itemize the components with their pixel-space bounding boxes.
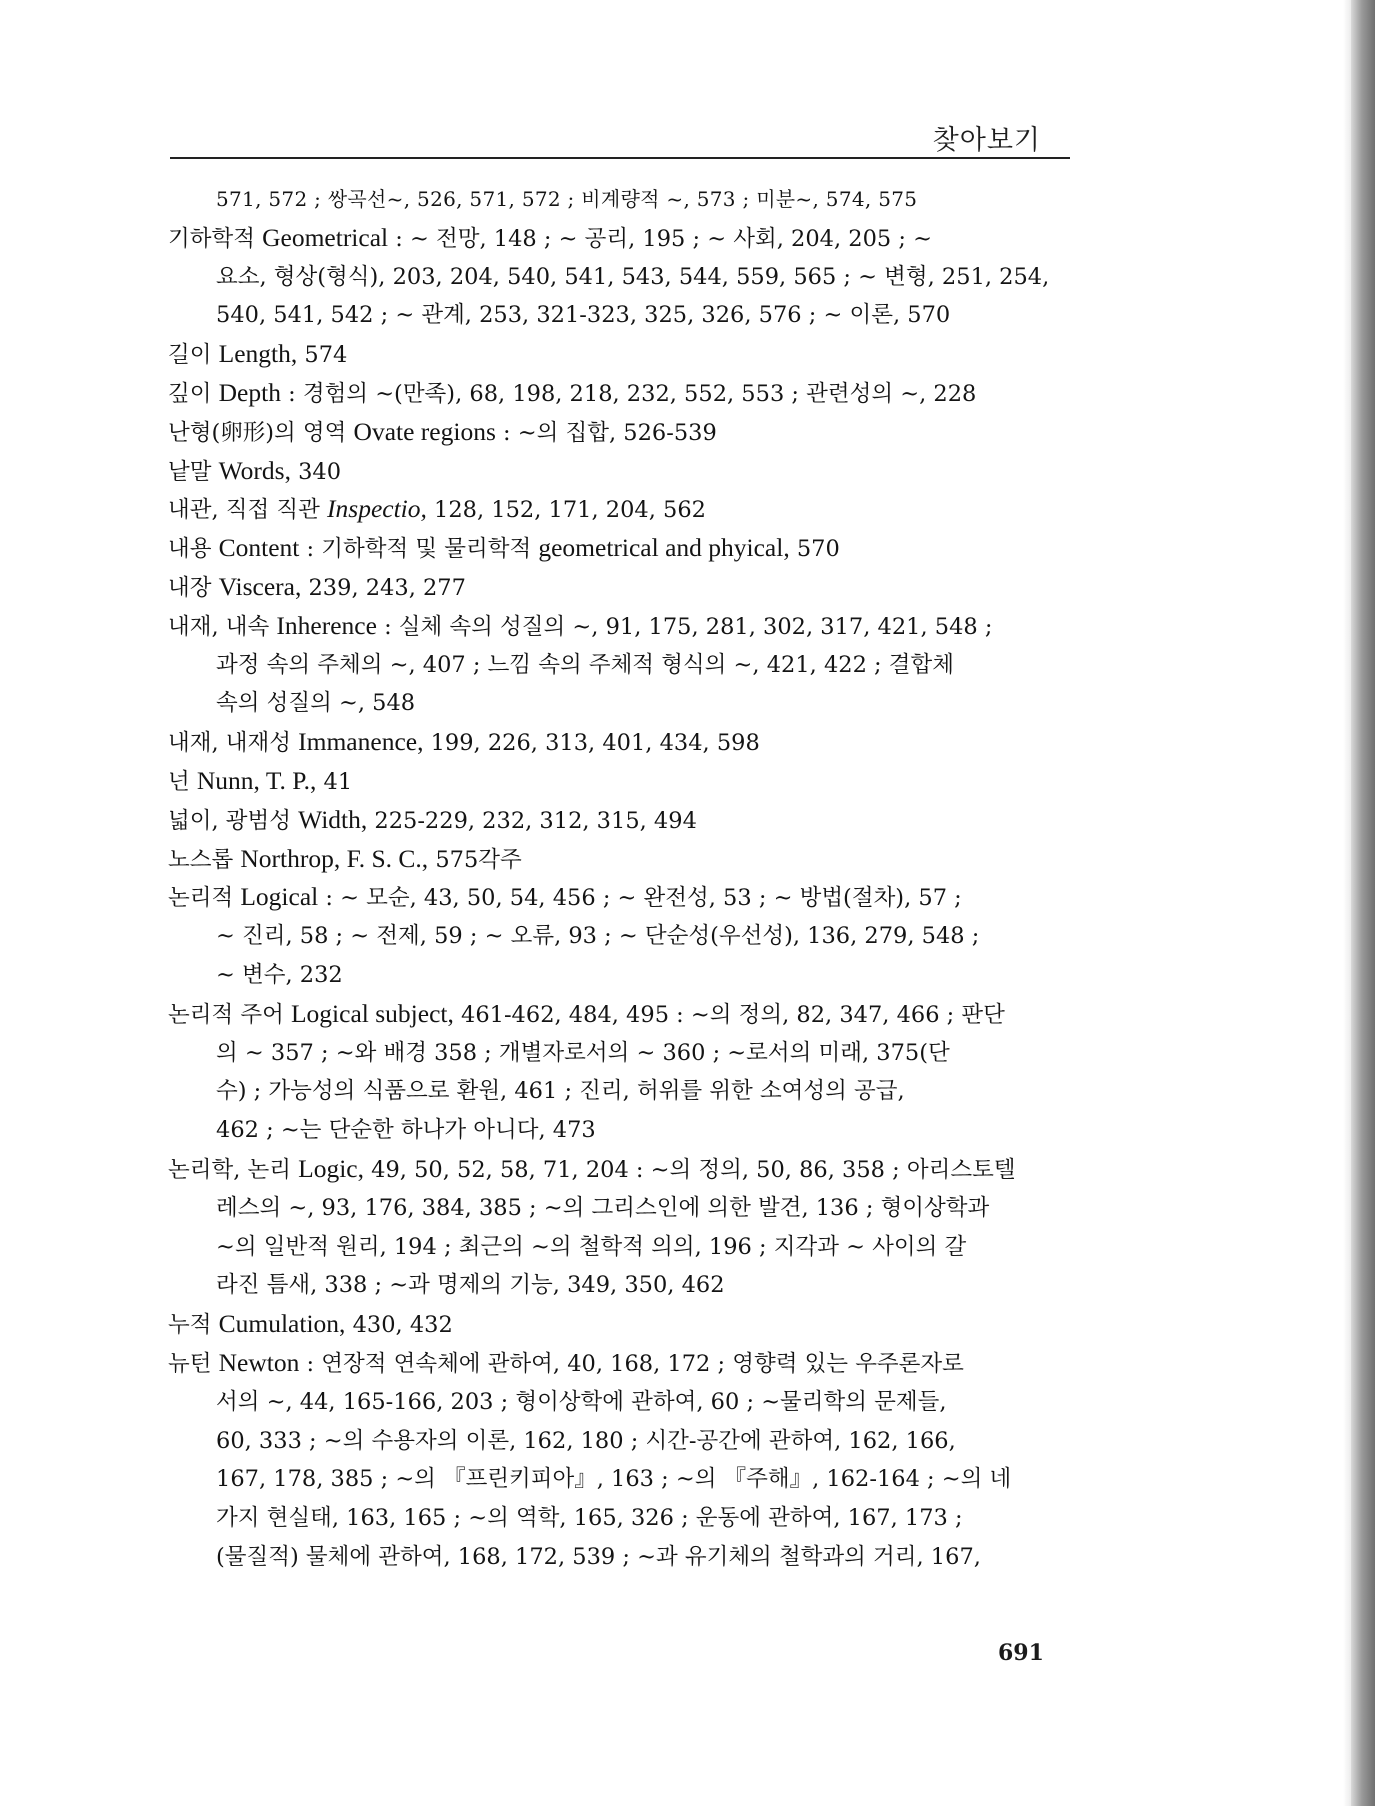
index-continuation-line	[168, 180, 1070, 219]
entry-text: 노스롭	[168, 846, 241, 873]
latin-term: Length,	[218, 339, 298, 369]
latin-term: geometrical and phyical,	[538, 533, 790, 563]
header-rule	[170, 157, 1070, 159]
index-continuation-line	[168, 296, 1070, 335]
latin-term: Depth	[218, 377, 281, 407]
entry-text: 기하학적	[168, 225, 263, 252]
entry-text: 논리학, 논리	[168, 1156, 299, 1183]
index-continuation-line	[168, 917, 1070, 956]
index-entry-line	[168, 840, 1070, 879]
index-entry-line	[168, 452, 1070, 491]
index-entry-line	[168, 490, 1070, 529]
entry-text: 49, 50, 52, 58, 71, 204 : ~의 정의, 50, 86, 358 ; 아리스토텔	[364, 1156, 1016, 1183]
entry-text: 의 ~ 357 ; ~와 배경 358 ; 개별자로서의 ~ 360 ; ~로서의 미래, 375(단	[216, 1039, 950, 1066]
latin-term: Inherence	[276, 610, 377, 640]
entry-text: 41	[316, 768, 353, 795]
entry-text: 난형(卵形)의 영역	[168, 419, 354, 446]
page-number: 691	[998, 1640, 1044, 1666]
index-entry-line	[168, 762, 1070, 801]
index-entry-line	[168, 801, 1070, 840]
entry-text: 570	[789, 536, 840, 563]
entry-text: 넌	[168, 768, 197, 795]
entry-text: 574	[297, 342, 348, 369]
page-binding-edge	[1351, 0, 1375, 1806]
entry-text: ~ 진리, 58 ; ~ 전제, 59 ; ~ 오류, 93 ; ~ 단순성(우선성), 136, 279, 548 ;	[216, 923, 980, 950]
index-entry-line	[168, 374, 1070, 413]
index-continuation-line	[168, 1072, 1070, 1111]
index-entry-line	[168, 219, 1070, 258]
entry-text: 뉴턴	[168, 1350, 219, 1377]
entry-text: : 실체 속의 성질의 ~, 91, 175, 281, 302, 317, 421, 548 ;	[376, 613, 993, 640]
entry-text: 속의 성질의 ~, 548	[216, 690, 416, 717]
entry-text: 논리적 주어	[168, 1001, 291, 1028]
entry-text: 라진 틈새, 338 ; ~과 명제의 기능, 349, 350, 462	[216, 1272, 725, 1299]
latin-term: Geometrical	[262, 222, 389, 252]
index-continuation-line	[168, 1266, 1070, 1305]
index-continuation-line	[168, 1499, 1070, 1538]
index-entry-line	[168, 878, 1070, 917]
index-continuation-line	[168, 646, 1070, 685]
latin-term: Logical subject,	[290, 998, 454, 1028]
entry-text: 128, 152, 171, 204, 562	[426, 497, 706, 524]
latin-term: Ovate regions	[353, 416, 496, 446]
entry-text: 60, 333 ; ~의 수용자의 이론, 162, 180 ; 시간-공간에 관하여, 162, 166,	[216, 1427, 956, 1454]
entry-text: 199, 226, 313, 401, 434, 598	[423, 730, 760, 757]
entry-text: 내용	[168, 536, 219, 563]
index-entry-line	[168, 607, 1070, 646]
entry-text: 깊이	[168, 380, 219, 407]
entry-text: 요소, 형상(형식), 203, 204, 540, 541, 543, 544, 559, 565 ; ~ 변형, 251, 254,	[216, 263, 1050, 290]
entry-text: 225-229, 232, 312, 315, 494	[367, 807, 697, 834]
index-entries	[168, 180, 1070, 1577]
entry-text: 내재, 내속	[168, 613, 277, 640]
entry-text: 540, 541, 542 ; ~ 관계, 253, 321-323, 325, 326, 576 ; ~ 이론, 570	[216, 302, 951, 329]
index-entry-line	[168, 568, 1070, 607]
index-continuation-line	[168, 1228, 1070, 1267]
entry-text: : ~ 전망, 148 ; ~ 공리, 195 ; ~ 사회, 204, 205 ; ~	[388, 225, 932, 252]
entry-text: 내장	[168, 574, 219, 601]
latin-term: Northrop, F. S. C.,	[240, 843, 429, 873]
entry-text: : ~의 집합, 526-539	[495, 419, 717, 446]
latin-term: Cumulation,	[218, 1309, 346, 1339]
index-continuation-line	[168, 956, 1070, 995]
latin-term: Nunn, T. P.,	[196, 765, 317, 795]
entry-text: : 연장적 연속체에 관하여, 40, 168, 172 ; 영향력 있는 우주론자로	[299, 1350, 964, 1377]
index-entry-line	[168, 1305, 1070, 1344]
entry-text: 넓이, 광범성	[168, 807, 299, 834]
entry-text: 430, 432	[345, 1312, 453, 1339]
index-continuation-line	[168, 684, 1070, 723]
entry-text: 누적	[168, 1312, 219, 1339]
index-continuation-line	[168, 1383, 1070, 1422]
latin-term: Viscera,	[218, 571, 302, 601]
index-continuation-line	[168, 258, 1070, 297]
entry-text: ~ 변수, 232	[216, 961, 343, 988]
entry-text: 길이	[168, 342, 219, 369]
entry-text: 레스의 ~, 93, 176, 384, 385 ; ~의 그리스인에 의한 발견, 136 ; 형이상학과	[216, 1194, 990, 1221]
entry-text: 239, 243, 277	[301, 574, 466, 601]
latin-term: Width,	[298, 804, 368, 834]
entry-text: 서의 ~, 44, 165-166, 203 ; 형이상학에 관하여, 60 ; ~물리학의 문제들,	[216, 1388, 947, 1415]
entry-text: 461-462, 484, 495 : ~의 정의, 82, 347, 466 ; 판단	[453, 1001, 1005, 1028]
latin-term: Immanence,	[298, 727, 424, 757]
entry-text: 167, 178, 385 ; ~의 『프린키피아』, 163 ; ~의 『주해』, 162-164 ; ~의 네	[216, 1466, 1012, 1493]
entry-text: ~의 일반적 원리, 194 ; 최근의 ~의 철학적 의의, 196 ; 지각과 ~ 사이의 갈	[216, 1233, 967, 1260]
index-entry-line	[168, 723, 1070, 762]
index-entry-line	[168, 1344, 1070, 1383]
entry-text: 내재, 내재성	[168, 730, 299, 757]
index-entry-line	[168, 1150, 1070, 1189]
entry-text: 수) ; 가능성의 식품으로 환원, 461 ; 진리, 허위를 위한 소여성의 공급,	[216, 1078, 905, 1105]
latin-term: Inspectio,	[327, 494, 427, 524]
index-entry-line	[168, 413, 1070, 452]
entry-text: 가지 현실태, 163, 165 ; ~의 역학, 165, 326 ; 운동에 관하여, 167, 173 ;	[216, 1505, 963, 1532]
latin-term: Logic,	[298, 1153, 364, 1183]
entry-text: 내관, 직접 직관	[168, 497, 328, 524]
entry-text: 과정 속의 주체의 ~, 407 ; 느낌 속의 주체적 형식의 ~, 421, 422 ; 결합체	[216, 651, 954, 678]
index-continuation-line	[168, 1034, 1070, 1073]
entry-text: 462 ; ~는 단순한 하나가 아니다, 473	[216, 1117, 596, 1144]
index-continuation-line	[168, 1538, 1070, 1577]
running-header-title: 찾아보기	[932, 125, 1041, 156]
entry-text: (물질적) 물체에 관하여, 168, 172, 539 ; ~과 유기체의 철학과의 거리, 167,	[216, 1543, 981, 1570]
entry-text: 575각주	[428, 846, 522, 873]
index-entry-line	[168, 529, 1070, 568]
index-continuation-line	[168, 1460, 1070, 1499]
entry-text: 340	[290, 458, 342, 485]
index-entry-line	[168, 335, 1070, 374]
entry-text: 논리적	[168, 885, 241, 912]
index-continuation-line	[168, 1111, 1070, 1150]
entry-text: 낱말	[168, 458, 219, 485]
latin-term: Logical	[240, 882, 319, 912]
latin-term: Words,	[218, 455, 291, 485]
index-continuation-line	[168, 1422, 1070, 1461]
index-entry-line	[168, 995, 1070, 1034]
index-continuation-line	[168, 1189, 1070, 1228]
latin-term: Newton	[218, 1347, 300, 1377]
entry-text: 571, 572 ; 쌍곡선~, 526, 571, 572 ; 비계량적 ~, 573 ; 미분~, 574, 575	[216, 187, 918, 211]
entry-text: : ~ 모순, 43, 50, 54, 456 ; ~ 완전성, 53 ; ~ 방법(절차), 57 ;	[318, 885, 962, 912]
latin-term: Content	[218, 533, 300, 563]
entry-text: : 경험의 ~(만족), 68, 198, 218, 232, 552, 553 ; 관련성의 ~, 228	[280, 380, 977, 407]
entry-text: : 기하학적 및 물리학적	[299, 536, 539, 563]
